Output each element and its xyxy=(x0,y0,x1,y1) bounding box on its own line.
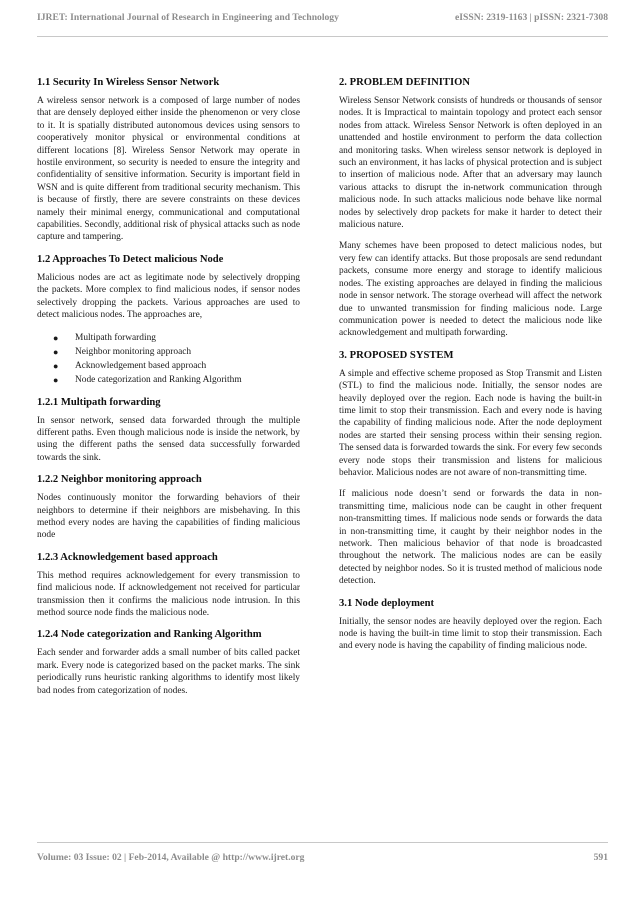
section-1-1-paragraph: A wireless sensor network is a composed of large number of nodes that are densely deployed either inside the phenomenon or very close to it. It is spatially distributed autonomous devices using sensors to cooperatively monitor physical or environmental conditions at different locations [8]. Wireless Sensor Network may operate in hostile environment, so security is needed to ensure the integrity and confidentiality of sensitive information. Security is important field in WSN and is quite different from traditional security mechanism. This is because of firstly, there are severe constraints on these devices namely their minimal energy, communicational and computational capabilities. Secondly, additional risk of physical attacks such as node capture and tampering. xyxy=(37,96,300,243)
section-3-heading: 3. PROPOSED SYSTEM xyxy=(339,349,454,361)
list-item xyxy=(53,373,300,387)
section-1-2-4-paragraph: Each sender and forwarder adds a small number of bits called packet mark. Every node is categorized based on the packet marks. The sink periodically runs heuristic ranking algorithms to identify most likely bad nodes from categorization of nodes. xyxy=(37,648,300,696)
list-item xyxy=(53,331,300,345)
issn-info: eISSN: 2319-1163 | pISSN: 2321-7308 xyxy=(455,12,608,23)
section-1-2-heading: 1.2 Approaches To Detect malicious Node xyxy=(37,253,224,265)
section-2-heading: 2. PROBLEM DEFINITION xyxy=(339,77,470,88)
section-1-2-1-heading: 1.2.1 Multipath forwarding xyxy=(37,396,161,408)
approaches-list xyxy=(37,331,300,387)
list-item-text: Node categorization and Ranking Algorithm xyxy=(75,374,242,385)
list-item xyxy=(53,345,300,359)
volume-info: Volume: 03 Issue: 02 | Feb-2014, Available @ http://www.ijret.org xyxy=(37,852,305,863)
section-1-2-paragraph: Malicious nodes are act as legitimate node by selectively dropping the packets. More complex to find malicious nodes, if sensor nodes selectively dropping the packets. Various approaches are used to detect malicious nodes. The approaches are, xyxy=(37,272,300,321)
section-1-2-4-heading: 1.2.4 Node categorization and Ranking Algorithm xyxy=(37,629,262,641)
section-3-paragraph-1: A simple and effective scheme proposed as Stop Transmit and Listen (STL) to find the malicious node. Initially, the sensor nodes are heavily deployed over the region. Each node is having the built-in time limit to stop their transmission. Each and every node is having the capability of finding malicious node. After the node deployment nodes are started their sensing process within their sensing region. The sensed data is forwarded towards the sink. For every few seconds every node stops their transmission and listens for malicious behavior. Malicious nodes are not aware of non-transmitting time. xyxy=(339,368,602,478)
section-3-paragraph-2: If malicious node doesn’t send or forwards the data in non-transmitting time, malicious node can be caught in other frequent non-transmitting times. If malicious node sends or forwards the data in non-transmitting time, it caught by their neighbor nodes in the network. Then malicious behavior of that node is broadcasted throughout the network. The malicious nodes are can be easily detected by neighbor nodes. So it is trusted method of malicious node detection. xyxy=(339,489,602,587)
section-1-2-3-heading: 1.2.3 Acknowledgement based approach xyxy=(37,551,218,563)
list-item-text: Neighbor monitoring approach xyxy=(75,346,192,357)
journal-title: IJRET: International Journal of Research in Engineering and Technology xyxy=(37,12,339,23)
section-1-2-3-paragraph: This method requires acknowledgement for every transmission to find malicious node. If acknowledgement not received for particular transmission then it confirms the malicious node intrusion. In this method source node finds the malicious node. xyxy=(37,570,300,618)
footer-divider xyxy=(37,842,608,843)
section-2-paragraph-1: Wireless Sensor Network consists of hundreds or thousands of sensor nodes. It is Impractical to maintain topology and protect each sensor nodes from attack. Wireless Sensor Network is often deployed in an unattended and hostile environment to perform the data collection and monitoring tasks. When wireless sensor network is deployed in such an environment, it has lacks of physical protection and is subject to insertion of malicious node. After that an adversary may launch various attacks to disrupt the in-network communication through malicious node. In such attacks malicious node behave like normal nodes by selectively drop packets for make it harder to detect their malicious nature. xyxy=(339,96,602,231)
header-divider xyxy=(37,36,608,37)
running-footer xyxy=(37,852,608,863)
section-3-1-heading: 3.1 Node deployment xyxy=(339,597,435,609)
section-2-paragraph-2: Many schemes have been proposed to detect malicious nodes, but very few can identify attacks. But those proposals are send redundant packets, consume more energy and storage to identify malicious nodes. The existing approaches are delayed in finding the malicious node in sensor network. The storage overhead will affect the network due to unwanted transmission for finding malicious node. Large communication power is needed to detect the malicious node like acknowledgement and multipath forwarding. xyxy=(339,241,602,339)
right-column xyxy=(339,76,602,662)
list-item xyxy=(53,359,300,373)
section-1-2-2-paragraph: Nodes continuously monitor the forwarding behaviors of their neighbors to determine if their neighbors are misbehaving. In this method every nodes are having the capabilities of finding malicious node xyxy=(37,493,300,541)
bullet-icon: ● xyxy=(53,360,59,371)
bullet-icon: ● xyxy=(53,346,59,357)
list-item-text: Multipath forwarding xyxy=(75,332,156,343)
section-1-2-2-heading: 1.2.2 Neighbor monitoring approach xyxy=(37,474,202,486)
bullet-icon: ● xyxy=(53,332,59,343)
page-number: 591 xyxy=(593,852,608,863)
list-item-text: Acknowledgement based approach xyxy=(75,360,207,371)
running-header xyxy=(37,12,608,23)
bullet-icon: ● xyxy=(53,374,59,385)
section-1-2-1-paragraph: In sensor network, sensed data forwarded through the multiple different paths. Even though malicious node is inside the network, by using the different paths the sensed data successfully forwarded towards the sink. xyxy=(37,415,300,463)
section-1-1-heading: 1.1 Security In Wireless Sensor Network xyxy=(37,77,220,88)
left-column xyxy=(37,76,300,706)
section-3-1-paragraph: Initially, the sensor nodes are heavily deployed over the region. Each node is having the built-in time limit to stop their transmission. Each and every node is having the capability of finding malicious node. xyxy=(339,616,602,652)
